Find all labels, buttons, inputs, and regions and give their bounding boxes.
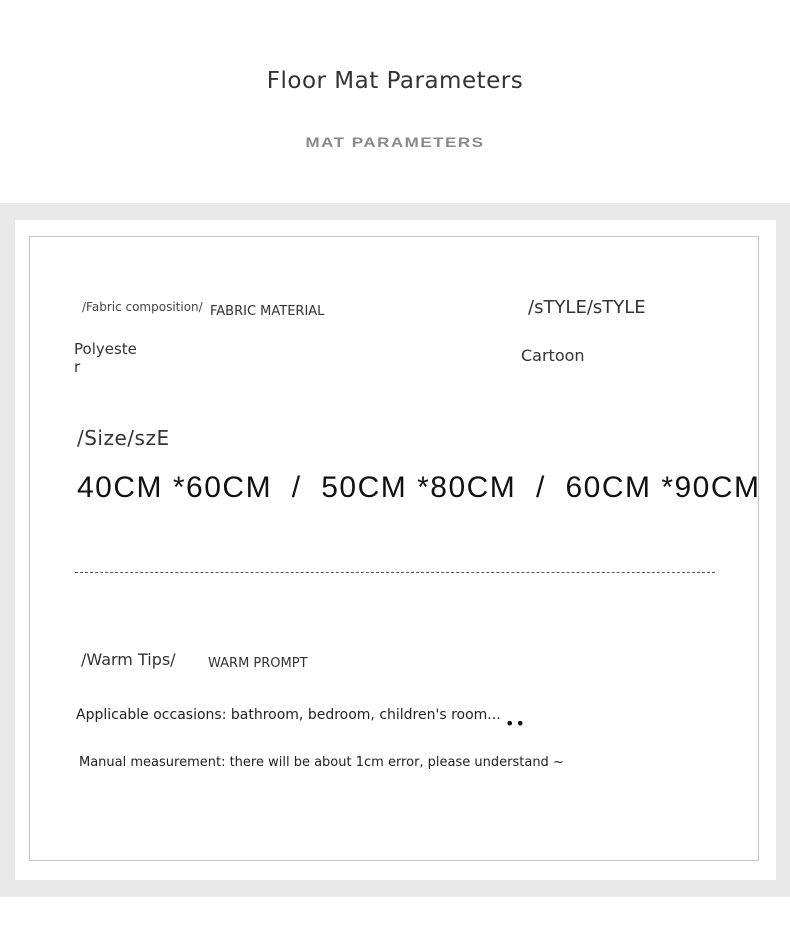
section-divider bbox=[75, 572, 715, 573]
style-value: Cartoon bbox=[521, 346, 585, 365]
tip-applicable-occasions: Applicable occasions: bathroom, bedroom, children's room... bbox=[76, 707, 501, 723]
style-label: /sTYLE/sTYLE bbox=[528, 297, 646, 318]
tip-ellipsis-dots: •• bbox=[505, 714, 526, 733]
tip-manual-measurement: Manual measurement: there will be about 1cm error, please understand ~ bbox=[79, 755, 564, 770]
warm-prompt-label: WARM PROMPT bbox=[208, 656, 308, 671]
size-label: /Size/szE bbox=[77, 426, 170, 450]
fabric-value-line1: Polyeste bbox=[74, 340, 137, 358]
fabric-value-line2: r bbox=[74, 358, 81, 376]
size-value: 40CM *60CM / 50CM *80CM / 60CM *90CM bbox=[77, 471, 761, 504]
fabric-composition-label: /Fabric composition/ bbox=[82, 300, 203, 314]
warm-tips-label: /Warm Tips/ bbox=[81, 650, 176, 669]
page-title: Floor Mat Parameters bbox=[266, 68, 524, 94]
fabric-material-label: FABRIC MATERIAL bbox=[210, 304, 325, 319]
page-subtitle: MAT PARAMETERS bbox=[305, 134, 485, 151]
